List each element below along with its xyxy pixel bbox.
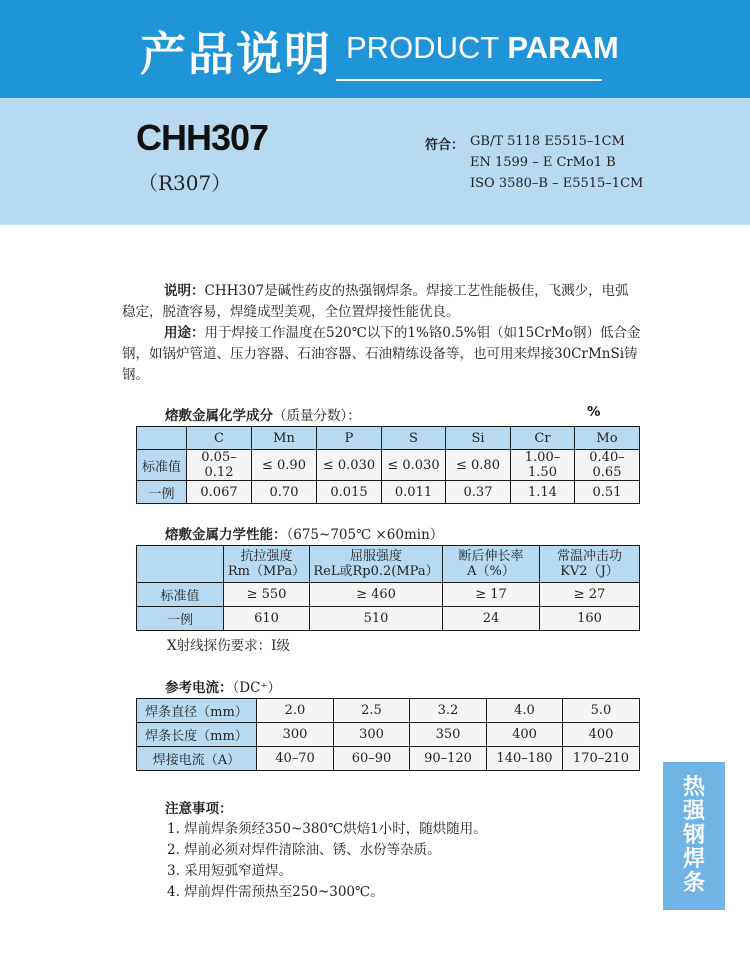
header-title-en: [346, 30, 619, 66]
table-row-label: 焊条长度（mm）: [137, 723, 257, 747]
table-header-cell: P: [317, 427, 382, 450]
note-item: 2. 焊前必须对焊件清除油、锈、水份等杂质。: [167, 842, 441, 858]
table-cell: ≤ 0.030: [382, 450, 446, 481]
table-row-label: 焊接电流（A）: [137, 747, 257, 771]
table-header-line: 断后伸长率: [458, 549, 524, 564]
table-cell: 5.0: [563, 699, 640, 723]
table-cell: 400: [487, 723, 563, 747]
table-cell: ≤ 0.030: [317, 450, 382, 481]
table-cell: 4.0: [487, 699, 563, 723]
table-cell: 300: [257, 723, 334, 747]
usage-paragraph: [122, 323, 642, 386]
table-cell: 0.011: [382, 481, 446, 504]
mechanical-table: [136, 545, 640, 631]
table-header-cell: Si: [446, 427, 511, 450]
product-band: [0, 98, 750, 225]
product-old-model: （R307）: [138, 171, 232, 195]
table-header-line: ReL或Rp0.2(MPa）: [313, 564, 439, 579]
table-cell: 350: [410, 723, 487, 747]
table-cell: 140–180: [487, 747, 563, 771]
chemical-title: [165, 404, 361, 424]
table-header-cell: [137, 427, 187, 450]
table-header-cell: [224, 546, 310, 583]
table-cell: 24: [443, 607, 540, 631]
table-row-label: 一例: [137, 607, 224, 631]
mechanical-title: [165, 523, 443, 543]
table-cell: 610: [224, 607, 310, 631]
current-table: [136, 698, 640, 771]
table-header-line: 抗拉强度: [240, 549, 293, 564]
standard-item: EN 1599 – E CrMo1 B: [470, 155, 616, 170]
table-cell: 160: [540, 607, 640, 631]
table-row: [137, 699, 640, 723]
table-cell: 60–90: [334, 747, 410, 771]
mechanical-note: （675~705℃ ×60min）: [286, 527, 444, 543]
table-cell: ≤ 0.90: [252, 450, 317, 481]
header-title-en-light: PRODUCT: [346, 30, 499, 65]
table-header-line: 屈服强度: [349, 549, 402, 564]
standard-item: ISO 3580–B – E5515–1CM: [470, 176, 644, 191]
xray-requirement: X射线探伤要求：I级: [167, 638, 290, 654]
table-header-cell: C: [187, 427, 252, 450]
chemical-title-text: 熔敷金属化学成分: [165, 408, 273, 424]
table-header-cell: S: [382, 427, 446, 450]
table-row-label: 焊条直径（mm）: [137, 699, 257, 723]
header-title-en-bold: PARAM: [507, 30, 619, 65]
table-cell: 0.015: [317, 481, 382, 504]
standards-label: 符合：: [425, 138, 465, 153]
current-note: （DC⁺）: [232, 680, 282, 696]
table-header-cell: Mn: [252, 427, 317, 450]
current-title-text: 参考电流：: [165, 680, 233, 696]
table-header-cell: [443, 546, 540, 583]
table-row-label: 一例: [137, 481, 187, 504]
table-cell: 90–120: [410, 747, 487, 771]
header-banner: [0, 0, 750, 98]
mechanical-title-text: 熔敷金属力学性能：: [165, 527, 287, 543]
table-cell: 1.00–1.50: [511, 450, 575, 481]
table-cell: ≥ 460: [310, 583, 443, 607]
table-cell: 510: [310, 607, 443, 631]
table-cell: 0.70: [252, 481, 317, 504]
table-cell: 0.40–0.65: [575, 450, 640, 481]
table-header-line: 常温冲击功: [556, 549, 622, 564]
table-header-cell: [540, 546, 640, 583]
table-row: [137, 450, 640, 481]
table-header-row: [137, 427, 640, 450]
usage-text: 用于焊接工作温度在520℃以下的1%铬0.5%钼（如15CrMo钢）低合金钢，如锅炉管道、压力容器、石油容器、石油精练设备等，也可用来焊接30CrMnSi铸钢。: [122, 325, 641, 383]
table-row-label: 标准值: [137, 583, 224, 607]
note-item: 1. 焊前焊条须经350~380℃烘焙1小时，随烘随用。: [167, 821, 487, 837]
chemical-note: （质量分数）：: [273, 408, 361, 424]
chemical-table: [136, 426, 640, 504]
table-cell: 0.51: [575, 481, 640, 504]
table-cell: 2.0: [257, 699, 334, 723]
table-header-cell: [137, 546, 224, 583]
table-header-row: [137, 546, 640, 583]
table-cell: 40–70: [257, 747, 334, 771]
header-underline: [336, 79, 602, 81]
table-cell: ≤ 0.80: [446, 450, 511, 481]
description-paragraph: [122, 281, 642, 323]
table-cell: 1.14: [511, 481, 575, 504]
note-item: 4. 焊前焊件需预热至250~300℃。: [167, 884, 384, 900]
table-cell: 170–210: [563, 747, 640, 771]
table-row: [137, 607, 640, 631]
description-text: CHH307是碱性药皮的热强钢焊条。焊接工艺性能极佳，飞溅少，电弧稳定，脱渣容易，焊缝成型美观，全位置焊接性能优良。: [122, 283, 629, 320]
notes-title: 注意事项：: [165, 801, 233, 817]
sidebar-char: 强: [682, 799, 705, 824]
note-item: 3. 采用短弧窄道焊。: [167, 863, 293, 879]
table-cell: 0.05–0.12: [187, 450, 252, 481]
table-cell: 3.2: [410, 699, 487, 723]
sidebar-char: 焊: [682, 847, 705, 872]
table-row: [137, 723, 640, 747]
table-row: [137, 481, 640, 504]
sidebar-char: 条: [682, 871, 705, 896]
table-row: [137, 747, 640, 771]
current-title: [165, 676, 281, 696]
table-cell: 300: [334, 723, 410, 747]
sidebar-char: 热: [682, 775, 705, 800]
table-header-cell: Mo: [575, 427, 640, 450]
standard-item: GB/T 5118 E5515–1CM: [470, 134, 625, 149]
table-cell: 0.37: [446, 481, 511, 504]
table-header-cell: [310, 546, 443, 583]
table-cell: 0.067: [187, 481, 252, 504]
product-model: CHH307: [136, 117, 269, 158]
table-row: [137, 583, 640, 607]
category-sidebar: [663, 762, 725, 910]
table-header-line: A（%）: [467, 564, 515, 579]
table-cell: ≥ 550: [224, 583, 310, 607]
header-title-cn: 产品说明: [140, 27, 332, 81]
chemical-unit: %: [587, 404, 601, 420]
table-cell: ≥ 27: [540, 583, 640, 607]
table-header-line: Rm（MPa）: [227, 564, 306, 579]
table-cell: 400: [563, 723, 640, 747]
table-header-line: KV2（J）: [560, 564, 619, 579]
sidebar-char: 钢: [682, 823, 705, 848]
table-cell: ≥ 17: [443, 583, 540, 607]
usage-label: 用途：: [164, 325, 205, 341]
table-cell: 2.5: [334, 699, 410, 723]
table-header-cell: Cr: [511, 427, 575, 450]
table-row-label: 标准值: [137, 450, 187, 481]
description-label: 说明：: [164, 283, 205, 299]
